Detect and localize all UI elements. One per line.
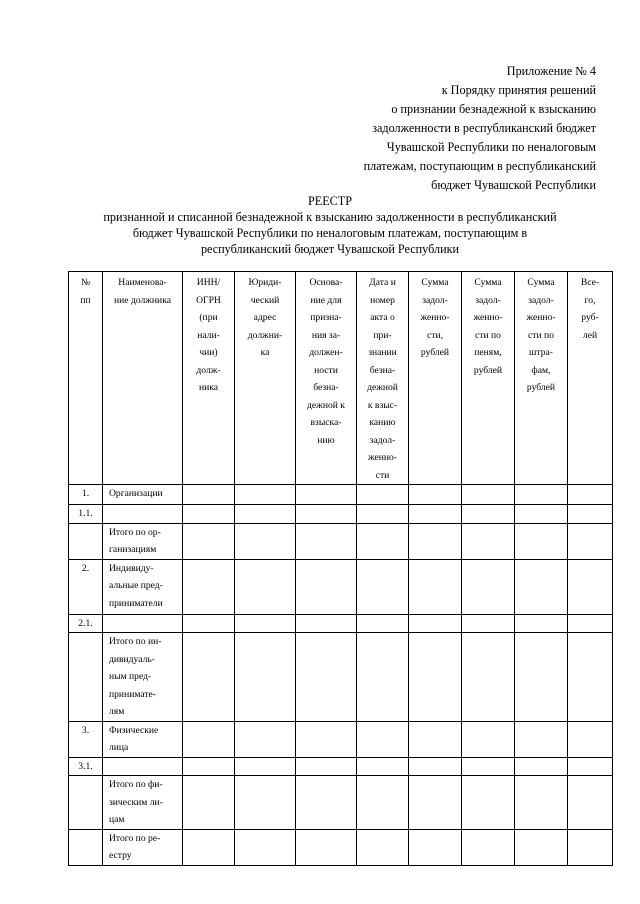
empty-data-cell [462, 614, 515, 633]
column-header-number: № пп [69, 272, 103, 485]
column-header-fine-amount: Сумма задол- женно- сти по штра- фам, рублей [515, 272, 568, 485]
row-number-cell: 2. [69, 559, 103, 614]
registry-table-body [69, 485, 613, 866]
empty-data-cell [235, 757, 296, 776]
empty-data-cell [462, 505, 515, 524]
row-name-cell: Итого по фи- зическим ли- цам [103, 776, 183, 830]
empty-data-cell [183, 721, 235, 757]
empty-data-cell [296, 505, 357, 524]
empty-data-cell [296, 757, 357, 776]
row-name-cell [103, 505, 183, 524]
row-name-cell: Физические лица [103, 721, 183, 757]
empty-data-cell [409, 829, 462, 865]
empty-data-cell [515, 776, 568, 830]
empty-data-cell [296, 485, 357, 505]
empty-data-cell [296, 614, 357, 633]
table-row [69, 505, 613, 524]
empty-data-cell [515, 721, 568, 757]
empty-data-cell [357, 721, 409, 757]
empty-data-cell [462, 829, 515, 865]
empty-data-cell [462, 721, 515, 757]
table-row [69, 633, 613, 722]
column-header-legal-address: Юриди- ческий адрес должни- ка [235, 272, 296, 485]
empty-data-cell [235, 721, 296, 757]
empty-data-cell [357, 633, 409, 722]
empty-data-cell [515, 829, 568, 865]
empty-data-cell [183, 776, 235, 830]
empty-data-cell [357, 829, 409, 865]
document-title [60, 193, 600, 257]
empty-data-cell [568, 633, 613, 722]
row-number-cell [69, 776, 103, 830]
empty-data-cell [462, 633, 515, 722]
empty-data-cell [409, 633, 462, 722]
column-header-inn-ogrn: ИНН/ ОГРН (при нали- чии) долж- ника [183, 272, 235, 485]
row-number-cell [69, 523, 103, 559]
empty-data-cell [462, 523, 515, 559]
empty-data-cell [183, 614, 235, 633]
row-name-cell: Итого по ор- ганизациям [103, 523, 183, 559]
empty-data-cell [357, 757, 409, 776]
empty-data-cell [235, 614, 296, 633]
empty-data-cell [235, 523, 296, 559]
empty-data-cell [183, 505, 235, 524]
empty-data-cell [568, 505, 613, 524]
column-header-total: Все- го, руб- лей [568, 272, 613, 485]
column-header-basis: Основа- ние для призна- ния за- должен- ности безна- дежной к взыска- нию [296, 272, 357, 485]
appendix-line: Чувашской Республики по неналоговым [386, 140, 596, 154]
column-header-act-date-number: Дата и номер акта о при- знании безна- дежной к взыс- канию задол- женно- сти [357, 272, 409, 485]
empty-data-cell [235, 559, 296, 614]
title-subtitle-line: республиканский бюджет Чувашской Республики [200, 242, 460, 256]
appendix-line: платежам, поступающим в республиканский [363, 159, 596, 173]
table-row [69, 776, 613, 830]
empty-data-cell [296, 776, 357, 830]
table-row [69, 523, 613, 559]
appendix-line: о признании безнадежной к взысканию [391, 102, 596, 116]
empty-data-cell [235, 776, 296, 830]
empty-data-cell [296, 721, 357, 757]
column-header-debt-amount: Сумма задол- женно- сти, рублей [409, 272, 462, 485]
appendix-line: задолженности в республиканский бюджет [372, 121, 596, 135]
empty-data-cell [568, 559, 613, 614]
empty-data-cell [568, 829, 613, 865]
empty-data-cell [462, 559, 515, 614]
table-row [69, 559, 613, 614]
row-number-cell: 1.1. [69, 505, 103, 524]
empty-data-cell [296, 633, 357, 722]
title-subtitle-line: признанной и списанной безнадежной к взысканию задолженности в республиканский [103, 210, 557, 224]
empty-data-cell [357, 614, 409, 633]
empty-data-cell [568, 485, 613, 505]
empty-data-cell [183, 757, 235, 776]
empty-data-cell [357, 505, 409, 524]
registry-table [68, 271, 613, 866]
empty-data-cell [183, 633, 235, 722]
row-number-cell: 1. [69, 485, 103, 505]
row-name-cell: Итого по ре- естру [103, 829, 183, 865]
appendix-header [276, 62, 596, 195]
row-number-cell: 3.1. [69, 757, 103, 776]
empty-data-cell [409, 721, 462, 757]
column-header-debtor-name: Наименова- ние должника [103, 272, 183, 485]
empty-data-cell [409, 559, 462, 614]
empty-data-cell [409, 614, 462, 633]
row-number-cell: 2.1. [69, 614, 103, 633]
empty-data-cell [515, 757, 568, 776]
row-name-cell: Итого по ин- дивидуаль- ным пред- принимате- лям [103, 633, 183, 722]
empty-data-cell [515, 505, 568, 524]
column-header-penalty-amount: Сумма задол- женно- сти по пеням, рублей [462, 272, 515, 485]
empty-data-cell [409, 757, 462, 776]
empty-data-cell [515, 614, 568, 633]
empty-data-cell [409, 523, 462, 559]
empty-data-cell [409, 776, 462, 830]
table-row [69, 757, 613, 776]
empty-data-cell [568, 523, 613, 559]
row-name-cell [103, 614, 183, 633]
empty-data-cell [515, 633, 568, 722]
table-header-row [69, 272, 613, 485]
appendix-number: Приложение № 4 [506, 64, 596, 78]
title-subtitle-line: бюджет Чувашской Республики по неналоговым платежам, поступающим в [132, 226, 528, 240]
empty-data-cell [357, 485, 409, 505]
empty-data-cell [357, 523, 409, 559]
table-row [69, 614, 613, 633]
row-number-cell [69, 829, 103, 865]
empty-data-cell [409, 485, 462, 505]
row-name-cell: Индивиду- альные пред- приниматели [103, 559, 183, 614]
empty-data-cell [409, 505, 462, 524]
empty-data-cell [515, 485, 568, 505]
empty-data-cell [235, 485, 296, 505]
empty-data-cell [296, 829, 357, 865]
empty-data-cell [462, 776, 515, 830]
row-number-cell [69, 633, 103, 722]
empty-data-cell [235, 633, 296, 722]
empty-data-cell [515, 559, 568, 614]
empty-data-cell [568, 776, 613, 830]
empty-data-cell [462, 485, 515, 505]
empty-data-cell [183, 523, 235, 559]
row-number-cell: 3. [69, 721, 103, 757]
empty-data-cell [357, 559, 409, 614]
empty-data-cell [568, 757, 613, 776]
empty-data-cell [568, 614, 613, 633]
empty-data-cell [183, 485, 235, 505]
empty-data-cell [183, 829, 235, 865]
table-row [69, 721, 613, 757]
appendix-line: бюджет Чувашской Республики [431, 178, 596, 192]
empty-data-cell [568, 721, 613, 757]
empty-data-cell [235, 505, 296, 524]
empty-data-cell [296, 559, 357, 614]
empty-data-cell [296, 523, 357, 559]
row-name-cell: Организации [103, 485, 183, 505]
table-row [69, 485, 613, 505]
empty-data-cell [462, 757, 515, 776]
empty-data-cell [183, 559, 235, 614]
empty-data-cell [515, 523, 568, 559]
empty-data-cell [357, 776, 409, 830]
table-row [69, 829, 613, 865]
row-name-cell [103, 757, 183, 776]
empty-data-cell [235, 829, 296, 865]
title-main: РЕЕСТР [307, 194, 353, 208]
appendix-line: к Порядку принятия решений [441, 83, 596, 97]
